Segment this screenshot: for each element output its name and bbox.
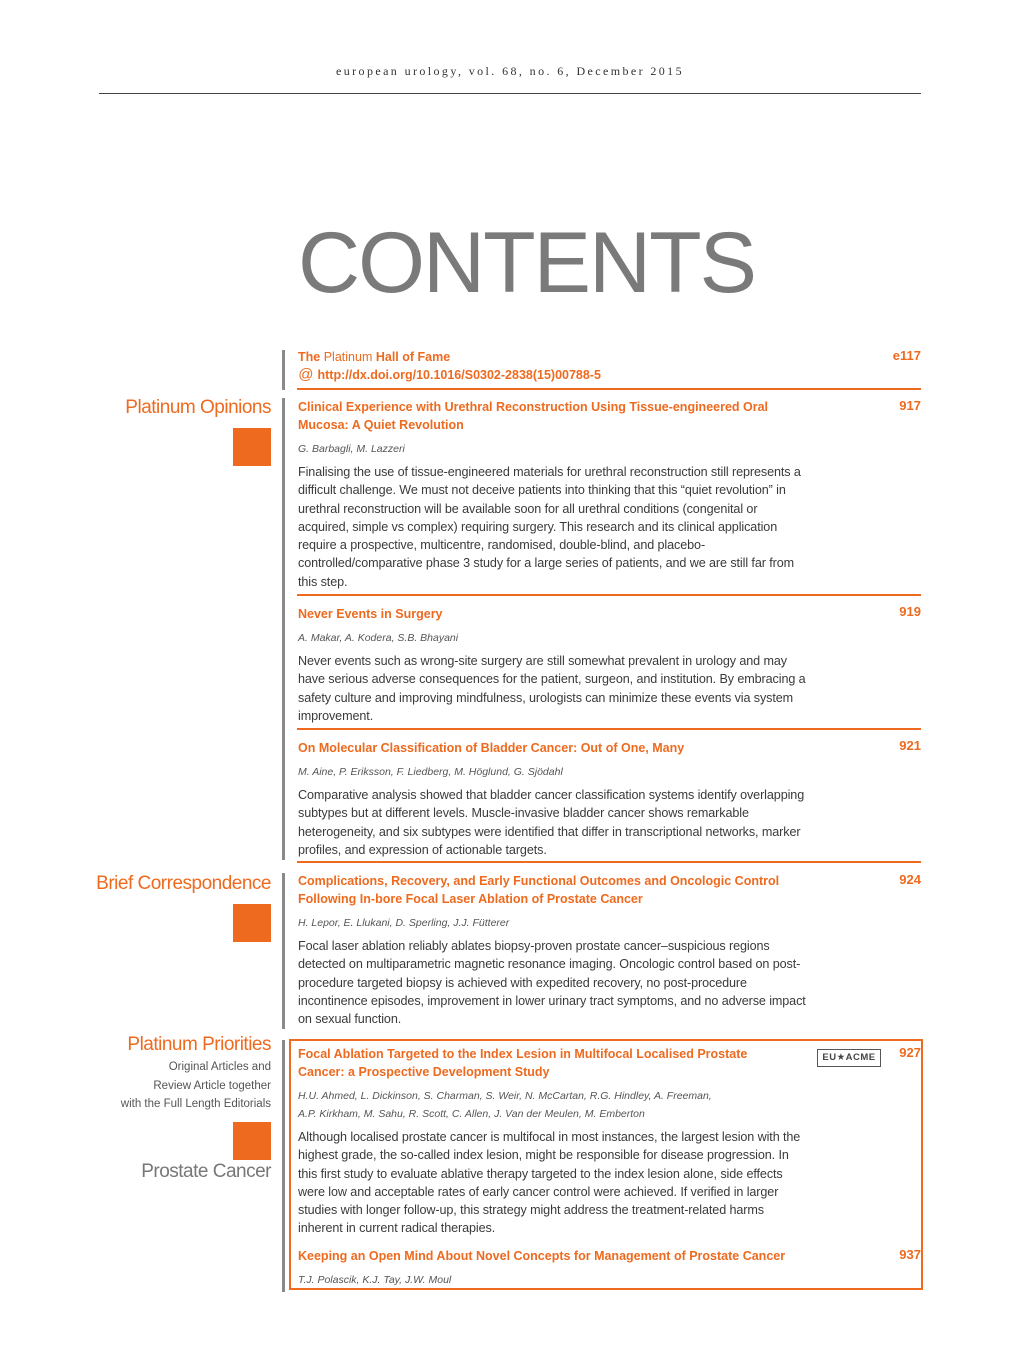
page-number: 919 [899,604,921,619]
article-entry [298,605,808,725]
title-word: The [298,350,321,364]
title-word: Hall of Fame [375,350,451,364]
header-rule [99,93,921,94]
section-subtitle: Review Article together [153,1080,271,1092]
article-authors: H.U. Ahmed, L. Dickinson, S. Charman, S. Weir, N. McCartan, R.G. Hindley, A. Freeman, [298,1090,712,1102]
entry-rule [297,594,921,596]
article-title[interactable]: Keeping an Open Mind About Novel Concepts for Management of Prostate Cancer [298,1249,786,1263]
entry-rule [297,388,921,390]
section-square [233,904,271,942]
page-number: 937 [899,1247,921,1262]
section-platinum-opinions: Platinum Opinions [125,397,271,418]
entry-rule [297,861,921,863]
page-number: e117 [892,348,921,363]
doi-text: http://dx.doi.org/10.1016/S0302-2838(15)00788-5 [317,368,601,382]
title-word: Platinum [323,350,373,364]
article-abstract: Although localised prostate cancer is multifocal in most instances, the largest lesion with the highest grade, the so-called index lesion, might be responsible for disease progression. In this first study to evaluate ablative therapy targeted to the index lesion alone, side effects were low and acceptable rates of early cancer control were achieved. If verified in larger studies with longer follow-up, this strategy might address the treatment-related harms inherent in current radical therapies. [298,1130,801,1236]
article-entry [298,739,808,859]
page-number: 921 [899,738,921,753]
section-bar [282,1040,285,1292]
section-square [233,428,271,466]
article-entry [298,1247,808,1289]
article-title[interactable]: Never Events in Surgery [298,607,443,621]
article-entry [298,398,808,591]
article-authors: M. Aine, P. Eriksson, F. Liedberg, M. Höglund, G. Sjödahl [298,766,563,778]
section-platinum-priorities: Platinum Priorities [127,1034,271,1055]
section-brief-correspondence: Brief Correspondence [96,873,271,894]
article-title[interactable]: Complications, Recovery, and Early Functional Outcomes and Oncologic Control Following In-bore Focal Laser Ablation of Prostate Cancer [298,874,780,906]
running-head: european urology, vol. 68, no. 6, December 2015 [336,64,684,78]
page-number: 917 [899,398,921,413]
article-title[interactable]: Focal Ablation Targeted to the Index Lesion in Multifocal Localised Prostate Cancer: a Prospective Development Study [298,1047,748,1079]
page-number: 924 [899,872,921,887]
hall-of-fame-entry [298,348,808,384]
article-entry [298,1045,808,1238]
article-authors: G. Barbagli, M. Lazzeri [298,443,405,455]
article-authors: A.P. Kirkham, M. Sahu, R. Scott, C. Allen, J. Van der Meulen, M. Emberton [298,1108,645,1120]
section-subtitle: Original Articles and [168,1061,271,1073]
article-abstract: Focal laser ablation reliably ablates biopsy-proven prostate cancer–suspicious regions detected on multiparametric magnetic resonance imaging. Oncologic control based on post-procedure targeted biopsy is achieved with expedited recovery, no post-procedure incontinence episodes, improvement in lower urinary tract symptoms, and no adverse impact on sexual function. [298,939,806,1027]
doi-at-icon: @ [298,366,314,383]
section-prostate-cancer: Prostate Cancer [141,1161,271,1182]
article-abstract: Finalising the use of tissue-engineered materials for urethral reconstruction still represents a difficult challenge. We must not deceive patients into thinking that this “quiet revolution” in urethral reconstruction will be available soon for all urethral conditions (congenital or acquired, simple vs complex) requiring surgery. This research and its clinical application require a prospective, multicentre, randomised, double-blind, and placebo-controlled/comparative phase 3 study for a large series of patients, and we are still far from this step. [298,465,801,589]
doi-link[interactable] [298,366,808,384]
section-bar [282,398,285,860]
article-authors: H. Lepor, E. Llukani, D. Sperling, J.J. Fütterer [298,917,510,929]
article-abstract: Never events such as wrong-site surgery are still somewhat prevalent in urology and may have serious adverse consequences for the patient, surgeon, and institution. By embracing a safety culture and improving mindfulness, urologists can minimize these events via system improvement. [298,654,806,723]
article-entry [298,872,808,1028]
article-authors: A. Makar, A. Kodera, S.B. Bhayani [298,632,459,644]
section-bar [282,873,285,1029]
hall-of-fame-title[interactable] [298,348,808,366]
article-title[interactable]: On Molecular Classification of Bladder Cancer: Out of One, Many [298,741,685,755]
section-subtitle: with the Full Length Editorials [120,1098,271,1110]
page-number: 927 [899,1045,921,1060]
eu-acme-badge: EU★ACME [817,1049,881,1067]
article-title[interactable]: Clinical Experience with Urethral Reconstruction Using Tissue-engineered Oral Mucosa: A Quiet Revolution [298,400,769,432]
entry-rule [297,728,921,730]
section-square [233,1122,271,1160]
section-bar [282,350,285,390]
page-title: CONTENTS [298,215,755,311]
article-abstract: Comparative analysis showed that bladder cancer classification systems identify overlapping subtypes but at different levels. Muscle-invasive bladder cancer shows remarkable heterogeneity, and six subtypes were identified that differ in transcriptional networks, marker profiles, and expression of actionable targets. [298,788,805,857]
article-authors: T.J. Polascik, K.J. Tay, J.W. Moul [298,1274,452,1286]
